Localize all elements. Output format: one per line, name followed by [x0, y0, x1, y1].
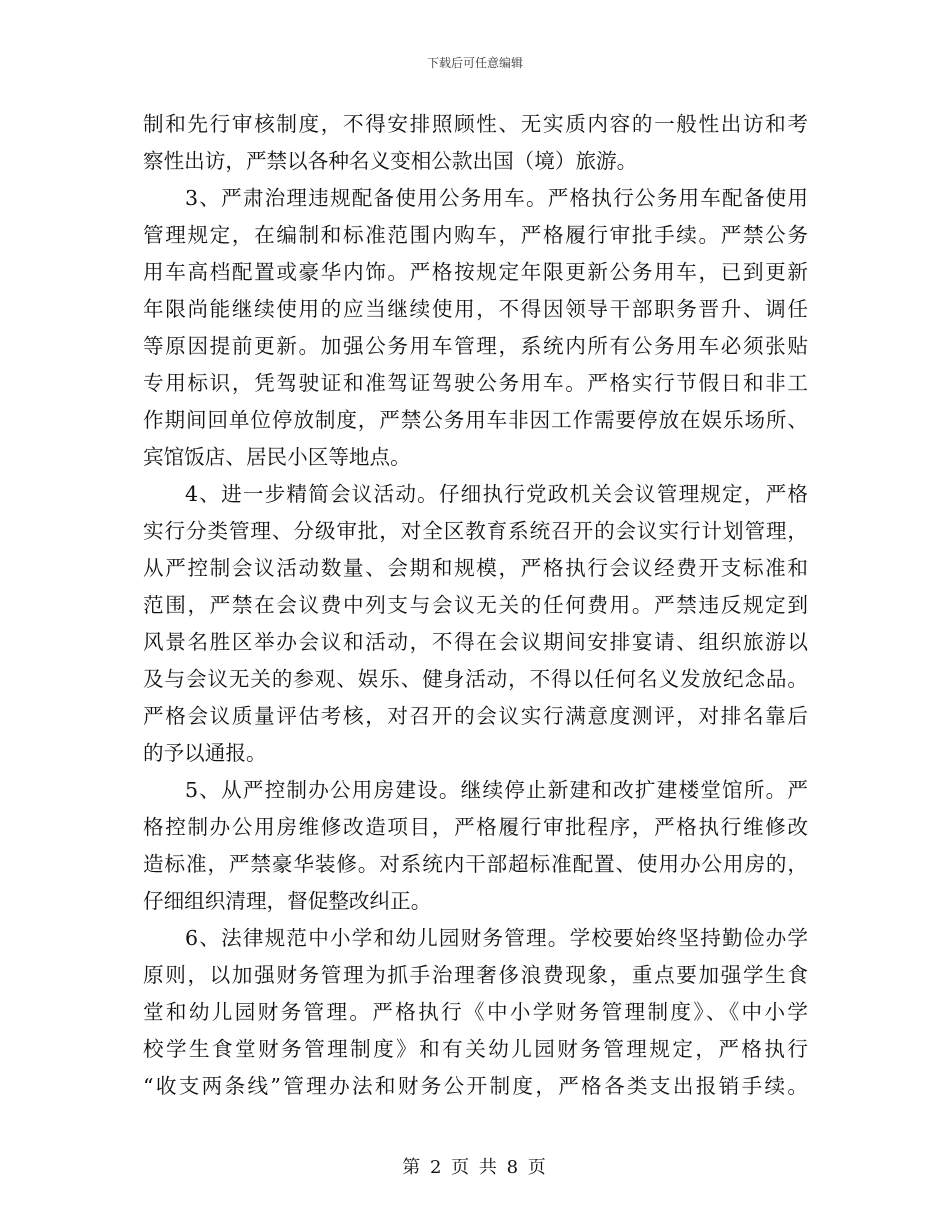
text-line: 5、从严控制办公用房建设。继续停止新建和改扩建楼堂馆所。严 [185, 778, 808, 802]
text-line: 等原因提前更新。加强公务用车管理，系统内所有公务用车必须张贴 [143, 334, 808, 358]
text-line: 宾馆饭店、居民小区等地点。 [143, 445, 411, 469]
text-line: 校学生食堂财务管理制度》和有关幼儿园财务管理规定，严格执行 [143, 1037, 808, 1061]
text-line: 原则，以加强财务管理为抓手治理奢侈浪费现象，重点要加强学生食 [143, 963, 808, 987]
text-line: 严格会议质量评估考核，对召开的会议实行满意度测评，对排名靠后 [143, 704, 808, 728]
text-line: 从严控制会议活动数量、会期和规模，严格执行会议经费开支标准和 [143, 556, 808, 580]
text-line: 的予以通报。 [143, 741, 267, 765]
text-line: 作期间回单位停放制度，严禁公务用车非因工作需要停放在娱乐场所、 [143, 408, 808, 432]
text-line: 年限尚能继续使用的应当继续使用，不得因领导干部职务晋升、调任 [143, 297, 808, 321]
text-line: 6、法律规范中小学和幼儿园财务管理。学校要始终坚持勤俭办学 [185, 926, 808, 950]
text-line: 造标准，严禁豪华装修。对系统内干部超标准配置、使用办公用房的， [143, 852, 808, 876]
text-line: 实行分类管理、分级审批，对全区教育系统召开的会议实行计划管理， [143, 519, 808, 543]
text-line: 察性出访，严禁以各种名义变相公款出国（境）旅游。 [143, 149, 638, 173]
page-footer: 第 2 页 共 8 页 [402, 1157, 548, 1178]
text-line: 管理规定，在编制和标准范围内购车，严格履行审批手续。严禁公务 [143, 223, 808, 247]
page-header: 下载后可任意编辑 [426, 56, 523, 70]
text-line: 仔细组织清理，督促整改纠正。 [143, 889, 432, 913]
text-line: 用车高档配置或豪华内饰。严格按规定年限更新公务用车，已到更新 [143, 260, 808, 284]
text-line: 范围，严禁在会议费中列支与会议无关的任何费用。严禁违反规定到 [143, 593, 808, 617]
text-line: 格控制办公用房维修改造项目，严格履行审批程序，严格执行维修改 [143, 815, 808, 839]
text-line: “收支两条线”管理办法和财务公开制度，严格各类支出报销手续。 [143, 1074, 808, 1098]
text-line: 专用标识，凭驾驶证和准驾证驾驶公务用车。严格实行节假日和非工 [143, 371, 808, 395]
text-line: 风景名胜区举办会议和活动，不得在会议期间安排宴请、组织旅游以 [143, 630, 808, 654]
text-line: 堂和幼儿园财务管理。严格执行《中小学财务管理制度》、《中小学 [143, 1000, 808, 1024]
text-line: 4、进一步精简会议活动。仔细执行党政机关会议管理规定，严格 [185, 482, 808, 506]
text-line: 及与会议无关的参观、娱乐、健身活动，不得以任何名义发放纪念品。 [143, 667, 808, 691]
document-body [143, 106, 808, 1105]
text-line: 制和先行审核制度，不得安排照顾性、无实质内容的一般性出访和考 [143, 112, 808, 136]
text-line: 3、严肃治理违规配备使用公务用车。严格执行公务用车配备使用 [185, 186, 808, 210]
